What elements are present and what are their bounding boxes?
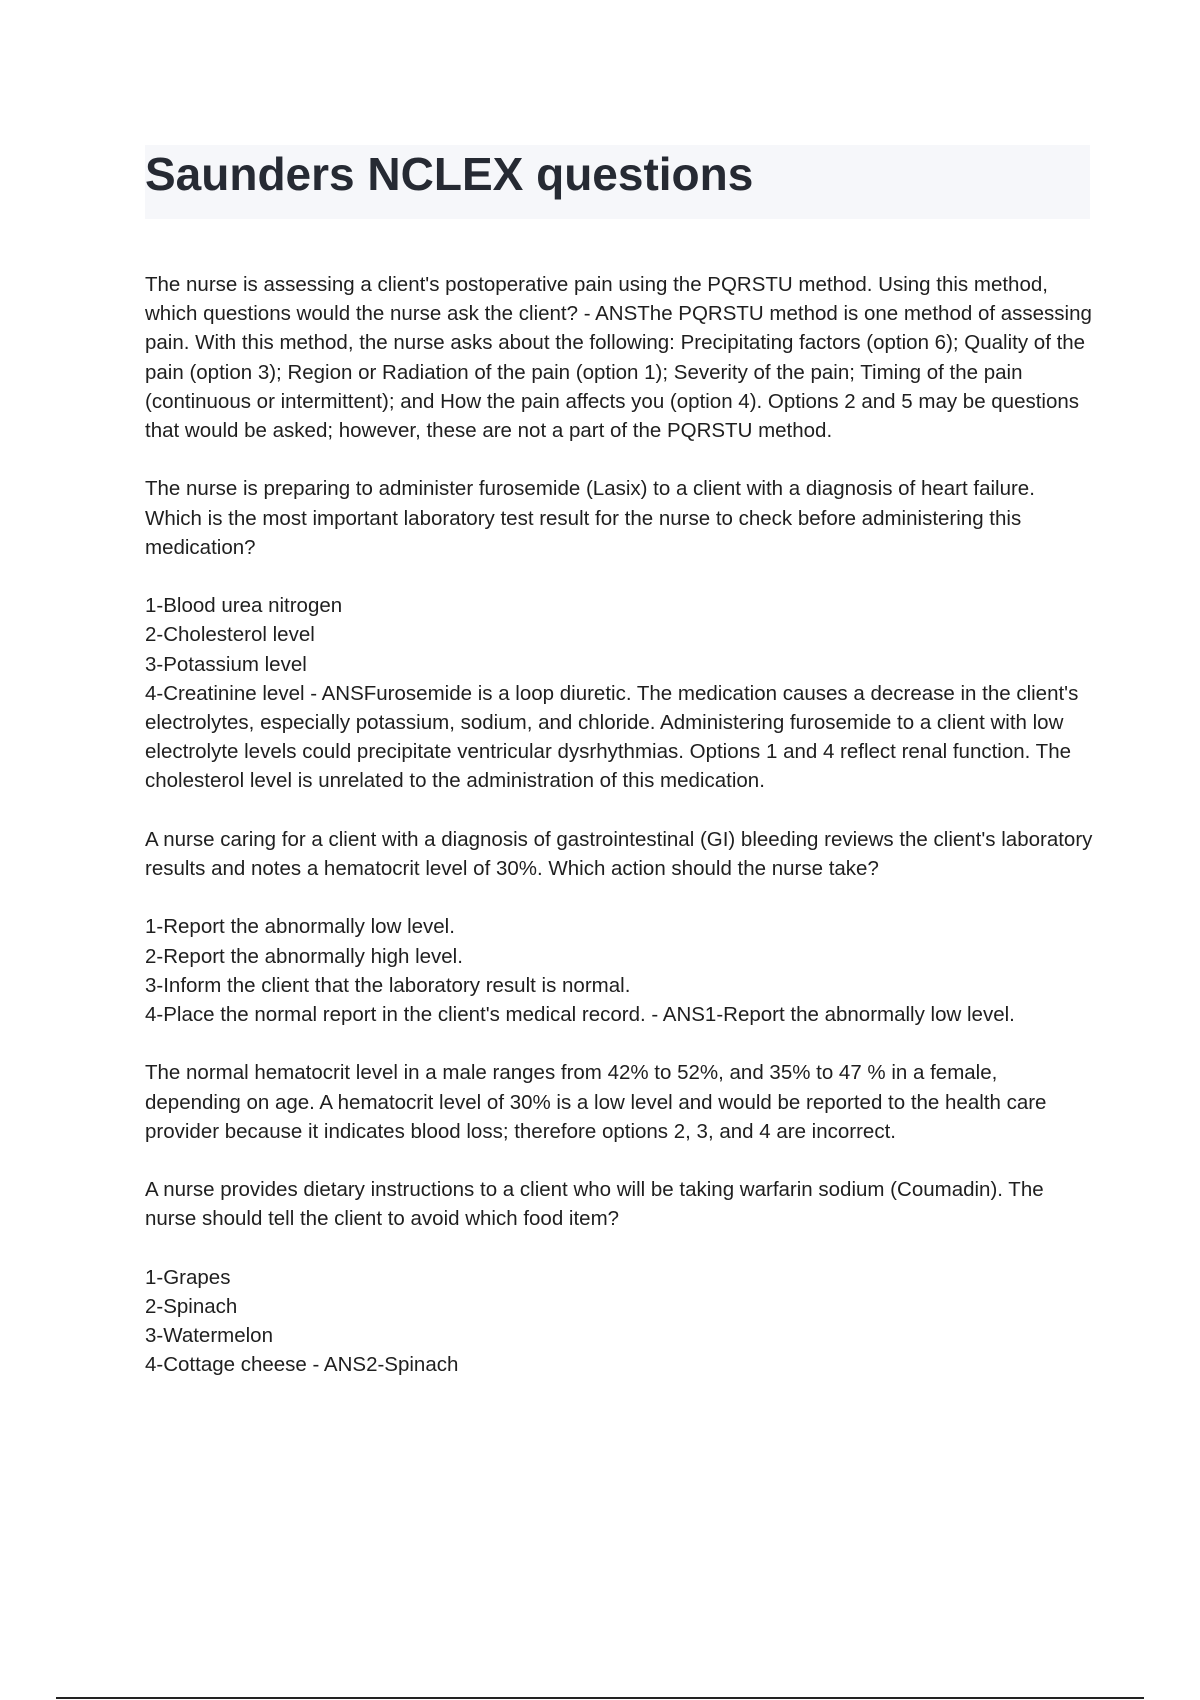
footer-divider bbox=[56, 1697, 1144, 1699]
question-4-stem: A nurse provides dietary instructions to a client who will be taking warfarin sodium (Coumadin). The nurse should tell the client to avoid which food item? bbox=[145, 1178, 1044, 1231]
question-3-option-3: 3-Inform the client that the laboratory result is normal. bbox=[145, 973, 631, 997]
question-3-option-1: 1-Report the abnormally low level. bbox=[145, 915, 455, 939]
question-4-option-3: 3-Watermelon bbox=[145, 1324, 273, 1348]
question-2-option-1: 1-Blood urea nitrogen bbox=[145, 594, 343, 618]
question-3-rationale: The normal hematocrit level in a male ranges from 42% to 52%, and 35% to 47 % in a female, depending on age. A hematocrit level of 30% is a low level and would be reported to the health care provider because it indicates blood loss; therefore options 2, 3, and 4 are incorrect. bbox=[145, 1061, 1047, 1143]
question-1-text: The nurse is assessing a client's postoperative pain using the PQRSTU method. Using this method, which questions would the nurse ask the client? - ANSThe PQRSTU method is one method of assessing pain. With this method, the nurse asks about the following: Precipitating factors (option 6); Quality of the pain (option 3); Region or Radiation of the pain (option 1); Severity of the pain; Timing of the pain (continuous or intermittent); and How the pain affects you (option 4). Options 2 and 5 may be questions that would be asked; however, these are not a part of the PQRSTU method. bbox=[145, 273, 1092, 443]
question-3-option-2: 2-Report the abnormally high level. bbox=[145, 944, 463, 968]
question-3-stem: A nurse caring for a client with a diagnosis of gastrointestinal (GI) bleeding reviews the client's laboratory results and notes a hematocrit level of 30%. Which action should the nurse take? bbox=[145, 827, 1093, 881]
question-4-option-1: 1-Grapes bbox=[145, 1265, 231, 1289]
question-3-options bbox=[145, 912, 1095, 1029]
question-2-options bbox=[145, 591, 1095, 795]
question-4-option-2: 2-Spinach bbox=[145, 1295, 238, 1318]
question-4-option-4-answer: 4-Cottage cheese - ANS2-Spinach bbox=[145, 1353, 459, 1377]
question-2-option-3: 3-Potassium level bbox=[145, 652, 307, 676]
question-2-stem: The nurse is preparing to administer furosemide (Lasix) to a client with a diagnosis of heart failure. Which is the most important laboratory test result for the nurse to check before administering this medication? bbox=[145, 477, 1035, 559]
question-3-option-4-answer: 4-Place the normal report in the client's medical record. - ANS1-Report the abnormally low level. bbox=[145, 1003, 1015, 1027]
question-2-option-2: 2-Cholesterol level bbox=[145, 623, 315, 647]
question-4-options bbox=[145, 1263, 1095, 1380]
question-2-option-4-answer: 4-Creatinine level - ANSFurosemide is a loop diuretic. The medication causes a decrease in the client's electrolytes, especially potassium, sodium, and chloride. Administering furosemide to a client with low electrolyte levels could precipitate ventricular dysrhythmias. Options 1 and 4 reflect renal function. The cholesterol level is unrelated to the administration of this medication. bbox=[145, 681, 1079, 793]
document-body bbox=[145, 270, 1095, 1409]
page-title: Saunders NCLEX questions bbox=[145, 148, 754, 200]
